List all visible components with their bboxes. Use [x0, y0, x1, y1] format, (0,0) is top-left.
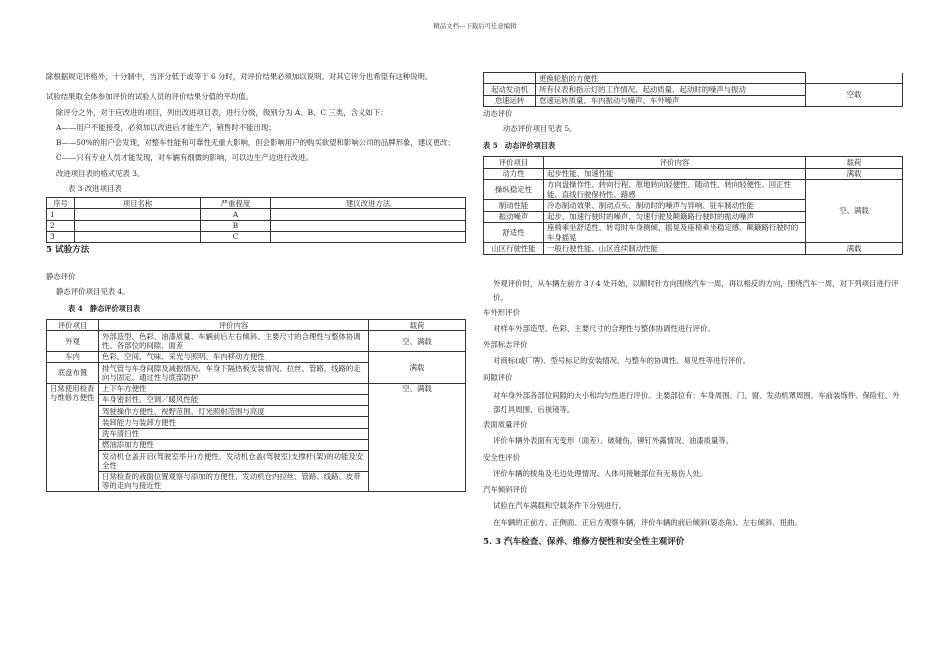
table5-load: 满载: [806, 168, 903, 179]
table3-header-name: 项目名称: [75, 198, 201, 209]
table-row: [47, 383, 466, 394]
section-5-3-title: 5. 3 汽车检查、保养、维修方便性和安全性主观评价: [483, 536, 685, 547]
table3-cell: [75, 231, 201, 242]
table5-content: 起步性能、加速性能: [544, 168, 806, 179]
subsection-text-badge: 对商标(或厂牌)、型号标记的安装情况、与整车的协调性、易见性等进行评价。: [493, 356, 751, 366]
table3-cell: C: [201, 231, 271, 242]
table4-item: 外观: [47, 331, 99, 352]
dynamic-eval-intro: 动态评价项目见表 5。: [503, 124, 577, 133]
table4-content: 燃油添加方便性: [99, 439, 369, 450]
table3-cell: [75, 220, 201, 231]
table3-header-no: 序号: [47, 198, 75, 209]
table4-content: 装卸能力与装卸方便性: [99, 417, 369, 428]
table4-content: 所有仪表和指示灯的工作情况、起动质量、起动时的噪声与振动: [536, 84, 806, 95]
table5-item: 制动性能: [484, 200, 544, 211]
improvement-table: [46, 197, 466, 243]
subsection-title-badge: 外部标志评价: [483, 340, 528, 350]
table-row: [47, 331, 466, 352]
table-row: [484, 168, 903, 179]
table5-item: 山区行驶性能: [484, 243, 544, 254]
table4-item: 日常使用检查与维修方便性: [47, 383, 99, 492]
paragraph-average: 试验结果取全体参加评价的试验人员的评价结果分值的平均值。: [46, 92, 253, 102]
table4-caption: 表 4 静态评价项目表: [68, 304, 141, 314]
paragraph-grade-a: A——用户不能接受，必须加以改进后才能生产，销售时不能出现；: [56, 122, 276, 132]
table5-content: 一般行驶性能、山区连续制动性能: [544, 243, 806, 254]
table4-load: 空、满载: [369, 383, 466, 492]
table-row: [484, 243, 903, 254]
table3-cell: A: [201, 209, 271, 220]
dynamic-eval-title: 动态评价: [483, 108, 513, 118]
table5-caption: 表 5 动态评价项目表: [483, 141, 556, 151]
table4-content: 色彩、空间、气味、采光与照明、车内移动方便性: [99, 351, 369, 362]
table-row: [47, 351, 466, 362]
table-row: [47, 231, 466, 242]
table3-cell: [271, 209, 466, 220]
paragraph-grade-b: B——50%的用户会发现，对整车性能和可靠性无重大影响，但会影响用户的购买欲望和影响公司的品牌形象，建议更改；: [56, 138, 455, 147]
subsection-text-safety: 评价车辆的棱角及毛边处理情况、人体可接触部位有无易伤人处。: [493, 468, 708, 478]
subsection-title-gap: 间隙评价: [483, 372, 513, 382]
right-column: [483, 72, 903, 547]
table5-content: 冷态制动效果、制动点头、制动时的噪声与异响、驻车制动性能: [544, 200, 806, 211]
table5-content: 座椅乘坐舒适性、转弯时车身侧倾、摇晃及座椅乘坐稳定感、颠簸路行驶时的车身摇晃: [544, 222, 806, 243]
table4-content: 上下车方便性: [99, 383, 369, 394]
paragraph-walkaround: 外观评价时，从车辆左前方 3 / 4 处开始，以顺时针方向围绕汽车一周，再以相反的方向，围绕汽车一周，对下列项目进行评价。: [493, 278, 899, 302]
page-header: 精品文档---下载后可任意编辑: [433, 22, 517, 30]
static-eval-intro: 静态评价项目见表 4。: [56, 286, 130, 296]
table4-header-content: 评价内容: [99, 320, 369, 331]
table3-cell: [75, 209, 201, 220]
table4-header-load: 载荷: [369, 320, 466, 331]
subsection-title-safety: 安全性评价: [483, 452, 520, 462]
table3-cell: [271, 220, 466, 231]
table3-header-severity: 严重程度: [201, 198, 271, 209]
paragraph-grade-c: C——只有专业人员才能发现，对车辆有细微的影响，可以边生产边进行改进。: [56, 153, 313, 163]
table5-load: 空、满载: [806, 179, 903, 243]
table5-content: 起步、加速行驶时的噪声、匀速行驶及颠簸路行驶时的振动噪声: [544, 211, 806, 222]
table5-header-load: 载荷: [806, 157, 903, 168]
table4-content: 怠速运转质量、车内振动与噪声、车外噪声: [536, 95, 806, 106]
table3-cell: 1: [47, 209, 75, 220]
table4-content: 洗车清扫性: [99, 428, 369, 439]
table4-content: 驾驶操作方便性、视野范围、灯光照射范围与亮度: [99, 406, 369, 417]
table4-load: 满载: [369, 351, 466, 383]
table3-cell: [271, 231, 466, 242]
subsection-text-tilt-1: 试验在汽车满载和空载条件下分别进行。: [493, 501, 627, 511]
table4-load: 空、满载: [369, 331, 466, 352]
table-cell-empty: [806, 73, 903, 84]
table4-header-item: 评价项目: [47, 320, 99, 331]
section-5-title: 5 试验方法: [46, 245, 90, 255]
subsection-title-tilt: 汽车倾斜评价: [483, 485, 528, 494]
subsection-title-shape: 车外形评价: [483, 307, 520, 317]
table5-content: 方向盘操作性、转向行程、原地转向轻便性、随动性、转向轻便性、回正性能、直线行驶保持性、路感: [544, 179, 806, 200]
table4-content: 车身密封性、空调／暖风性能: [99, 394, 369, 405]
subsection-text-shape: 对样车外部造型、色彩、主要尺寸的合理性与整体协调性进行评价。: [493, 323, 715, 333]
table4-item: 底盘布置: [47, 363, 99, 384]
table5-item: 舒适性: [484, 222, 544, 243]
table-row: [484, 73, 903, 84]
static-eval-title: 静态评价: [46, 271, 76, 281]
table4-item: 怠速运转: [484, 95, 536, 106]
left-column: [46, 72, 466, 492]
subsection-text-tilt-2: 在车辆的正前方、正侧面、正后方观察车辆，评价车辆的前后倾斜(姿态角)、左右倾斜、扭曲。: [493, 517, 802, 527]
table5-header-content: 评价内容: [544, 157, 806, 168]
table5-item: 动力性: [484, 168, 544, 179]
table5-load: 满载: [806, 243, 903, 254]
paragraph-scoring: 除根据规定评格外，十分制中，当评分低于或等于 6 分时，对评价结果必须加以说明。对其它评分也希望有这种说明。: [46, 72, 433, 81]
table5-item: 操纵稳定性: [484, 179, 544, 200]
subsection-text-gap: 对车身外部各部位间隙的大小和均匀性进行评价。主要部位有：车身周围、门、窗、发动机罩周围、车前装饰件、保险杠、外部灯具周围、后视镜等。: [493, 390, 900, 414]
paragraph-grading: 除评分之外，对于应改进的项目，列出改进项目表，进行分级，级别分为 A、B、C 三类，含义如下：: [56, 107, 388, 117]
table5-header-item: 评价项目: [484, 157, 544, 168]
table3-cell: 2: [47, 220, 75, 231]
table4-content: 排气管与车身间隙及减振情况、车身下隔热板安装情况、拉丝、管路、线路的走向与固定、通过性与底部防护: [99, 363, 369, 384]
table4-content: 日常检查的液面位置观察与添加的方便性、发动机仓内拉丝、管路、线路、皮带等的走向与接近性: [99, 471, 369, 492]
table-cell-empty: [484, 73, 536, 84]
table-row: [47, 209, 466, 220]
table-row: [47, 220, 466, 231]
table5-item: 振动噪声: [484, 211, 544, 222]
table4-load: 空载: [806, 84, 903, 107]
table3-cell: B: [201, 220, 271, 231]
static-eval-table: [46, 319, 466, 492]
table4-item: 起动发动机: [484, 84, 536, 95]
subsection-text-surface: 评价车辆外表面有无变形（面差）、破碰伤、铆钉外露情况、油漆质量等。: [493, 436, 734, 446]
static-eval-table-continued: [483, 72, 903, 107]
table3-header-method: 建议改进方法: [271, 198, 466, 209]
subsection-title-surface: 表面质量评价: [483, 420, 528, 429]
table4-content: 发动机仓盖开启(驾驶室举升)方便性、发动机仓盖(驾驶室)支撑杆(架)的功能及安全性: [99, 451, 369, 472]
table-row: [484, 84, 903, 95]
dynamic-eval-table: [483, 156, 903, 254]
paragraph-table3-ref: 改进项目表的格式见表 3。: [56, 168, 145, 178]
table4-item: 车内: [47, 351, 99, 362]
table-row: [484, 179, 903, 200]
table4-content: 外部造型、色彩、油漆质量、车辆前后左右倾斜、主要尺寸的合理性与整体协调性、各部位的间隙、面差: [99, 331, 369, 352]
table3-cell: 3: [47, 231, 75, 242]
table3-caption: 表 3 改进项目表: [68, 183, 122, 193]
table4-content: 更换轮胎的方便性: [536, 73, 806, 84]
